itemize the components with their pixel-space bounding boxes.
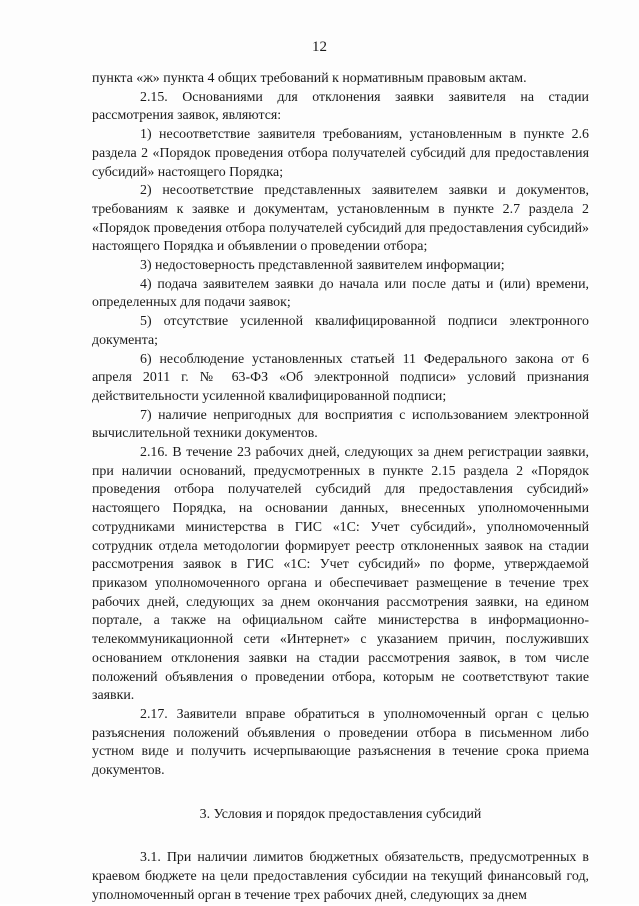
paragraph-2-15: 2.15. Основаниями для отклонения заявки заявителя на стадии рассмотрения заявок, являются: (92, 89, 589, 124)
list-item-1: 1) несоответствие заявителя требованиям, установленным в пункте 2.6 раздела 2 «Порядок проведения отбора получателей субсидий для предоставления субсидий» настоящего Порядка; (92, 127, 589, 180)
section-heading: 3. Условия и порядок предоставления субсидий (199, 806, 482, 822)
list-item-3: 3) недостоверность представленной заявителем информации; (140, 258, 505, 274)
list-item-7: 7) наличие непригодных для восприятия с использованием электронной вычислительной техники документов. (92, 407, 589, 442)
list-item-2: 2) несоответствие представленных заявителем заявки и документов, требованиям к заявке и документам, установленным в пункте 2.7 раздела 2 «Порядок проведения отбора получателей субсидий для предоставления субсидий» настоящего Порядка и объявлении о проведении отбора; (92, 183, 589, 255)
paragraph-2-17: 2.17. Заявители вправе обратиться в уполномоченный орган с целью разъяснения положений объявления о проведении отбора в письменном либо устном виде и получить исчерпывающие разъяснения в течение срока приема документов. (92, 706, 589, 779)
paragraph-3-1: 3.1. При наличии лимитов бюджетных обязательств, предусмотренных в краевом бюджете на цели предоставления субсидии на текущий финансовый год, уполномоченный орган в течение трех рабочих дней, следующих за днем (92, 850, 589, 903)
paragraph-2-16: 2.16. В течение 23 рабочих дней, следующих за днем регистрации заявки, при наличии оснований, предусмотренных в пункте 2.15 раздела 2 «Порядок проведения отбора получателей субсидий для предоставления субсидий» настоящего Порядка, на основании данных, внесенных уполномоченными сотрудниками министерства в ГИС «1С: Учет субсидий», уполномоченный сотрудник отдела методологии формирует реестр отклоненных заявок на стадии рассмотрения заявок в ГИС «1С: Учет субсидий» по форме, утверждаемой приказом уполномоченного органа и обеспечивает размещение в течение трех рабочих дней, следующих за днем окончания рассмотрения заявки, на едином портале, а также на официальном сайте министерства в информационно-телекоммуникационной сети «Интернет» с указанием причин, послуживших основанием отклонения заявки на стадии рассмотрения заявок, в том числе положений объявления о проведении отбора, которым не соответствуют такие заявки. (92, 445, 589, 704)
page-number: 12 (312, 39, 327, 55)
list-item-5: 5) отсутствие усиленной квалифицированной подписи электронного документа; (92, 314, 589, 348)
document-body (92, 70, 589, 906)
list-item-6: 6) несоблюдение установленных статьей 11 Федерального закона от 6 апреля 2011 г. № 63-ФЗ «Об электронной подписи» условий признания действительности усиленной квалифицированной подписи; (92, 351, 589, 404)
paragraph-continuation: пункта «ж» пункта 4 общих требований к нормативным правовым актам. (92, 71, 527, 86)
list-item-4: 4) подача заявителем заявки до начала или после даты и (или) времени, определенных для подачи заявок; (92, 276, 589, 311)
